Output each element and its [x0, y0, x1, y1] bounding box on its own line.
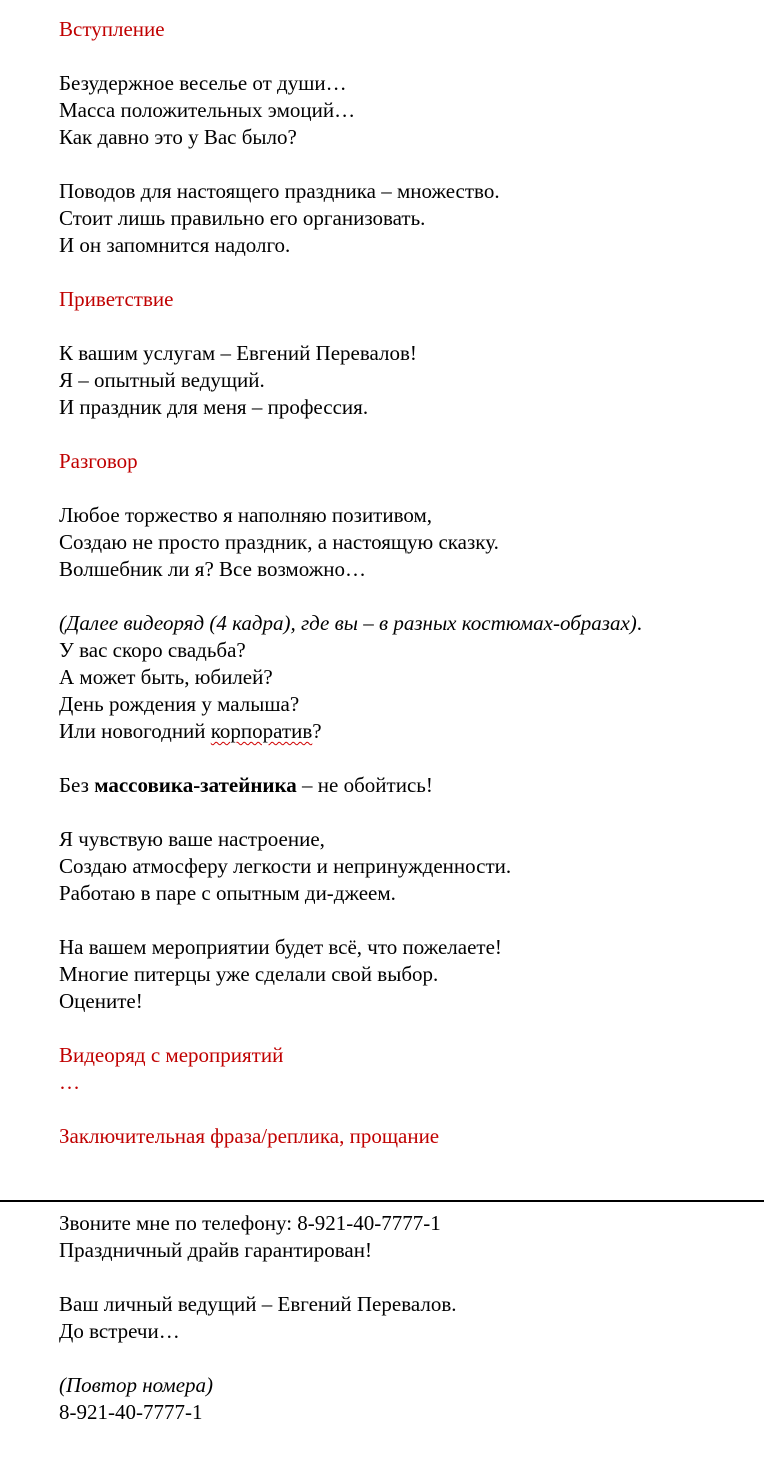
page-divider [0, 1200, 764, 1202]
text-line: Создаю атмосферу легкости и непринужденности. [59, 854, 512, 878]
blank-line [59, 421, 749, 448]
text-line: День рождения у малыша? [59, 692, 300, 716]
blank-line [59, 907, 749, 934]
text-line: Любое торжество я наполняю позитивом, [59, 503, 433, 527]
text-line: А может быть, юбилей? [59, 665, 273, 689]
text-line: И он запомнится надолго. [59, 233, 291, 257]
text-line: К вашим услугам – Евгений Перевалов! [59, 341, 417, 365]
text-line: Безудержное веселье от души… [59, 71, 347, 95]
document-body [59, 16, 749, 1150]
repeat-note: (Повтор номера) [59, 1373, 214, 1397]
text-line: Ваш личный ведущий – Евгений Перевалов. [59, 1292, 457, 1316]
text-line: Поводов для настоящего праздника – множество. [59, 179, 500, 203]
video-note-period: . [636, 611, 643, 635]
bold-term: массовика-затейника [94, 773, 297, 797]
blank-line [59, 313, 749, 340]
blank-line [59, 1015, 749, 1042]
blank-line [59, 1345, 749, 1372]
blank-line [59, 1264, 749, 1291]
video-ellipsis: … [59, 1070, 80, 1094]
massovik-line [59, 772, 749, 799]
text-line: И праздник для меня – профессия. [59, 395, 369, 419]
blank-line [59, 1096, 749, 1123]
misspelled-word[interactable]: корпоратив [210, 719, 313, 743]
text-line: Масса положительных эмоций… [59, 98, 356, 122]
question-corporate-line [59, 718, 749, 745]
phone-number: 8-921-40-7777-1 [59, 1400, 203, 1424]
phone-line: Звоните мне по телефону: 8-921-40-7777-1 [59, 1211, 441, 1235]
text-line: Волшебник ли я? Все возможно… [59, 557, 366, 581]
section-heading-closing: Заключительная фраза/реплика, прощание [59, 1124, 440, 1148]
section-heading-greeting: Приветствие [59, 287, 174, 311]
video-note-line [59, 610, 749, 637]
section-heading-video: Видеоряд с мероприятий [59, 1043, 284, 1067]
text-fragment: – не обойтись! [296, 773, 433, 797]
blank-line [59, 475, 749, 502]
text-fragment: Без [59, 773, 95, 797]
blank-line [59, 745, 749, 772]
text-line: Я чувствую ваше настроение, [59, 827, 325, 851]
text-line: Оцените! [59, 989, 143, 1013]
blank-line [59, 43, 749, 70]
text-line: Создаю не просто праздник, а настоящую сказку. [59, 530, 499, 554]
section-heading-talk: Разговор [59, 449, 138, 473]
footer-body [59, 1210, 749, 1426]
section-heading-intro: Вступление [59, 17, 165, 41]
text-line: У вас скоро свадьба? [59, 638, 246, 662]
text-line: Многие питерцы уже сделали свой выбор. [59, 962, 439, 986]
blank-line [59, 799, 749, 826]
text-line: Стоит лишь правильно его организовать. [59, 206, 426, 230]
text-line: Как давно это у Вас было? [59, 125, 297, 149]
video-note: (Далее видеоряд (4 кадра), где вы – в разных костюмах-образах) [59, 611, 637, 635]
blank-line [59, 259, 749, 286]
text-line: На вашем мероприятии будет всё, что пожелаете! [59, 935, 502, 959]
text-line: До встречи… [59, 1319, 180, 1343]
text-line: Работаю в паре с опытным ди-джеем. [59, 881, 396, 905]
blank-line [59, 151, 749, 178]
text-line: Праздничный драйв гарантирован! [59, 1238, 372, 1262]
text-fragment: ? [312, 719, 322, 743]
blank-line [59, 583, 749, 610]
text-line: Я – опытный ведущий. [59, 368, 265, 392]
text-fragment: Или новогодний [59, 719, 211, 743]
